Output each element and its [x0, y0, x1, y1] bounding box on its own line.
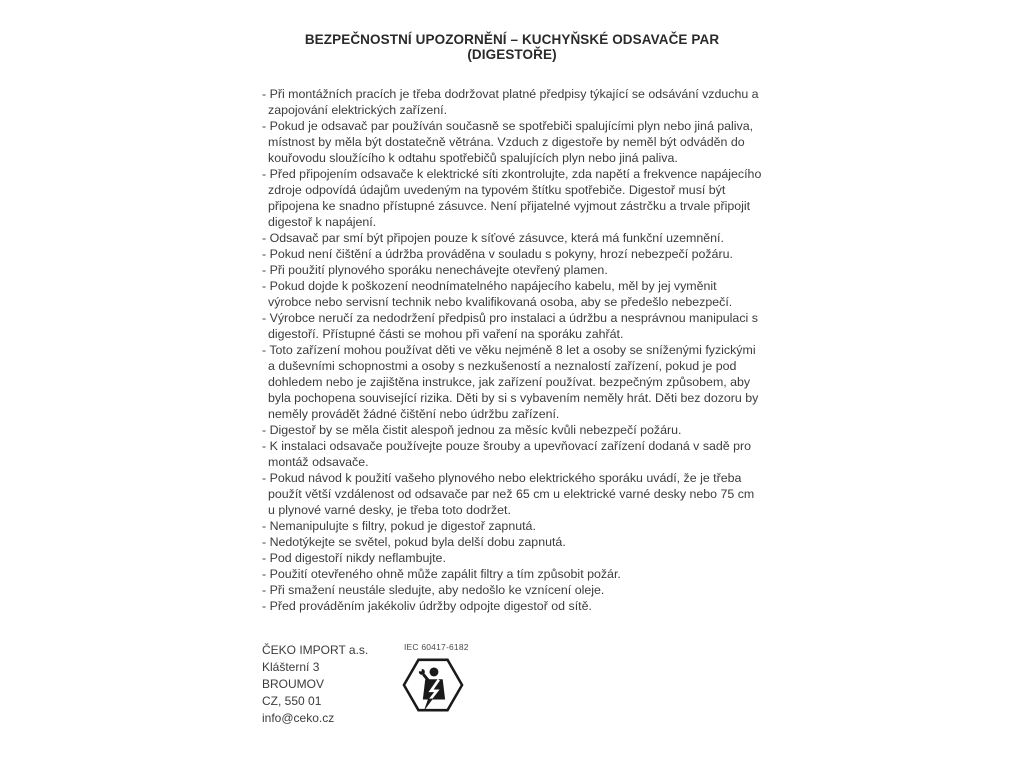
page-title: BEZPEČNOSTNÍ UPOZORNĚNÍ – KUCHYŇSKÉ ODSAVAČE PAR (DIGESTOŘE): [304, 32, 720, 62]
iec-60417-6182-icon: [402, 654, 464, 716]
document-content: [262, 0, 762, 727]
certification-symbol-block: [402, 642, 469, 716]
warning-item: - Nemanipulujte s filtry, pokud je digestoř zapnutá.: [262, 519, 536, 533]
warning-item: - Při smažení neustále sledujte, aby nedošlo ke vznícení oleje.: [262, 583, 605, 597]
warning-item: - Pokud je odsavač par používán současně se spotřebiči spalujícími plyn nebo jiná paliva, místnost by měla být dostatečně větrána. Vzduch z digestoře by neměl být odváděn do kouřovodu sloužícího k odtahu spotřebičů spalujících plyn nebo jiná paliva.: [262, 119, 754, 165]
warning-item: - Pokud není čištění a údržba prováděna v souladu s pokyny, hrozí nebezpečí požáru.: [262, 247, 733, 261]
warning-item: - Pod digestoří nikdy neflambujte.: [262, 551, 446, 565]
warning-item: - Před prováděním jakékoliv údržby odpojte digestoř od sítě.: [262, 599, 592, 613]
warning-list: [262, 86, 762, 614]
warning-item: - Nedotýkejte se světel, pokud byla delší dobu zapnutá.: [262, 535, 566, 549]
address-postal-code: CZ, 550 01: [262, 694, 322, 708]
address-street: Klášterní 3: [262, 660, 320, 674]
iec-symbol-label: IEC 60417-6182: [404, 642, 469, 652]
warning-item: - K instalaci odsavače používejte pouze šrouby a upevňovací zařízení dodaná v sadě pro montáž odsavače.: [262, 439, 752, 469]
warning-item: - Pokud dojde k poškození neodnímatelného napájecího kabelu, měl by jej vyměnit výrobce nebo servisní technik nebo kvalifikovaná osoba, aby se předešlo nebezpečí.: [262, 279, 733, 309]
warning-item: - Digestoř by se měla čistit alespoň jednou za měsíc kvůli nebezpečí požáru.: [262, 423, 682, 437]
warning-item: - Při montážních pracích je třeba dodržovat platné předpisy týkající se odsávání vzduchu a zapojování elektrických zařízení.: [262, 87, 759, 117]
warning-item: - Odsavač par smí být připojen pouze k síťové zásuvce, která má funkční uzemnění.: [262, 231, 724, 245]
warning-item: - Toto zařízení mohou používat děti ve věku nejméně 8 let a osoby se sníženými fyzickými a duševními schopnostmi a osoby s nezkušeností a neznalostí zařízení, pokud je pod dohledem nebo je zajištěna instrukce, jak zařízení používat. bezpečným způsobem, aby byla pochopena související rizika. Děti by si s vybavením neměly hrát. Děti bez dozoru by neměly provádět žádné čištění nebo údržbu zařízení.: [262, 343, 759, 421]
warning-item: - Použití otevřeného ohně může zapálit filtry a tím způsobit požár.: [262, 567, 621, 581]
warning-item: - Výrobce neručí za nedodržení předpisů pro instalaci a údržbu a nesprávnou manipulaci s digestoří. Přístupné části se mohou při vaření na sporáku zahřát.: [262, 311, 758, 341]
document-footer: [262, 642, 762, 727]
warning-item: - Při použití plynového sporáku nenechávejte otevřený plamen.: [262, 263, 608, 277]
address-city: BROUMOV: [262, 677, 325, 691]
company-address-block: [262, 642, 402, 727]
warning-item: - Před připojením odsavače k elektrické síti zkontrolujte, zda napětí a frekvence napájecího zdroje odpovídá údajům uvedeným na typovém štítku spotřebiče. Digestoř musí být připojena ke snadno přístupné zásuvce. Není přijatelné vyjmout zástrčku a trvale připojit digestoř k napájení.: [262, 167, 762, 229]
company-name: ČEKO IMPORT a.s.: [262, 643, 369, 657]
warning-item: - Pokud návod k použití vašeho plynového nebo elektrického sporáku uvádí, že je třeba použít větší vzdálenost od odsavače par než 65 cm u elektrické varné desky nebo 75 cm u plynové varné desky, je třeba toto dodržet.: [262, 471, 755, 517]
company-email: info@ceko.cz: [262, 711, 335, 725]
